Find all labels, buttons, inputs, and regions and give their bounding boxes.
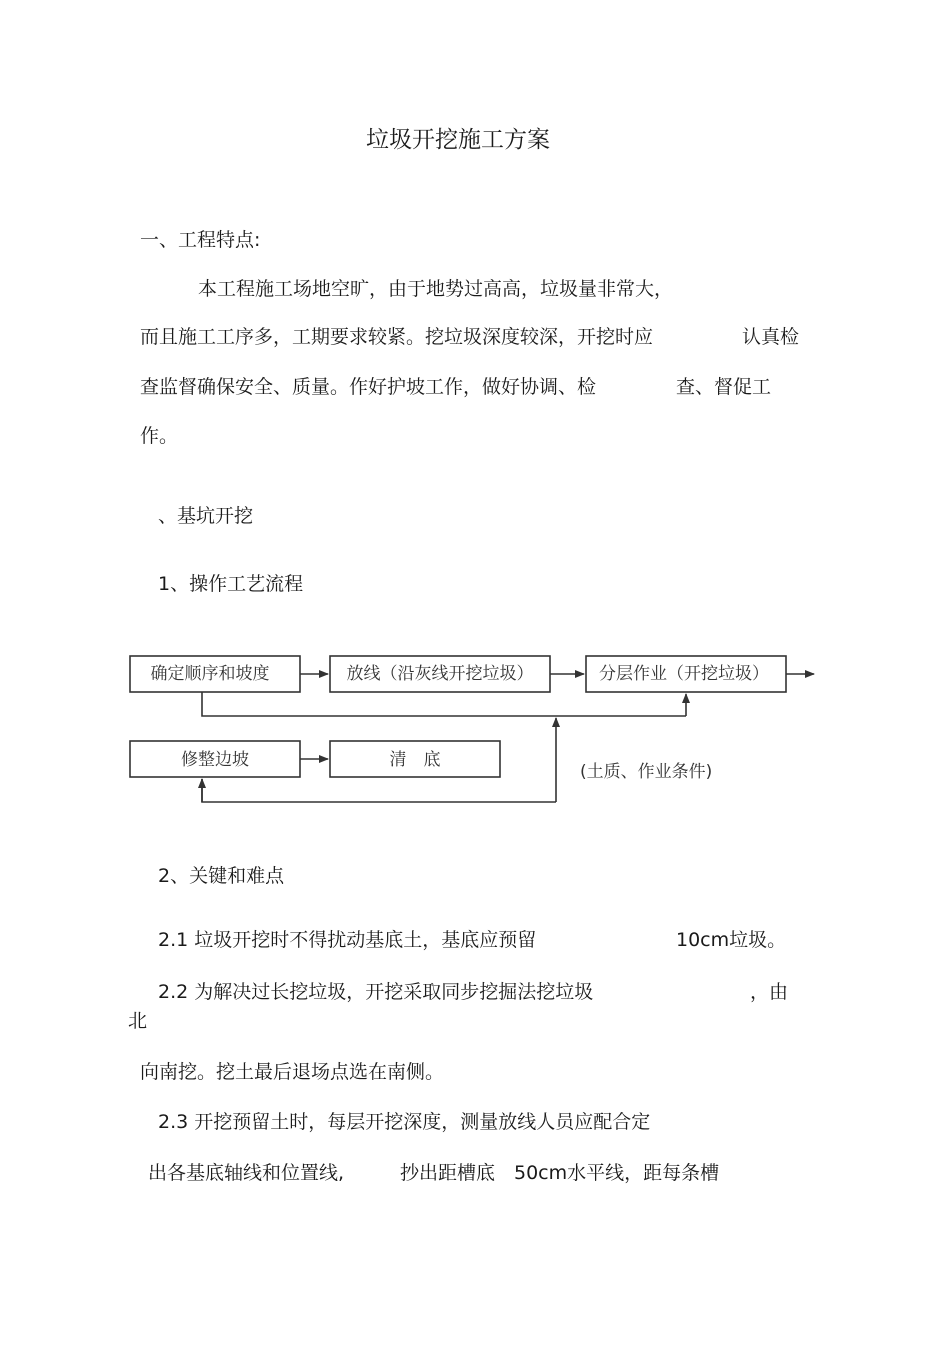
- flow-note: (土质、作业条件): [580, 762, 713, 782]
- flow-box-3-label: 分层作业（开挖垃圾）: [599, 664, 769, 684]
- section-1-paragraph-line-4: 作。: [140, 425, 179, 447]
- section-2-heading: 、基坑开挖: [158, 505, 254, 527]
- item-2-3-line-2b: 抄出距槽底: [400, 1162, 496, 1184]
- flow-box-5-label: 清 底: [389, 750, 441, 770]
- subsection-2-2-heading: 2、关键和难点: [158, 865, 285, 887]
- item-2-3-line-2a: 出各基底轴线和位置线,: [148, 1162, 345, 1184]
- item-2-1-value: 10cm垃圾。: [676, 929, 787, 951]
- item-2-2-suffix: ，由: [750, 981, 789, 1003]
- subsection-2-1-heading: 1、操作工艺流程: [158, 573, 304, 595]
- flow-return-line: [202, 779, 556, 802]
- section-1-paragraph-line-2a: 而且施工工序多，工期要求较紧。挖垃圾深度较深，开挖时应: [140, 326, 654, 348]
- item-2-3-line-2c: 50cm水平线，距每条槽: [514, 1162, 720, 1184]
- flow-loop-line: [202, 692, 686, 716]
- section-1-paragraph-line-1: 本工程施工场地空旷，由于地势过高高，垃圾量非常大，: [198, 278, 674, 300]
- flow-box-4-label: 修整边坡: [181, 750, 249, 770]
- section-1-paragraph-line-3b: 查、督促工: [676, 376, 772, 398]
- item-2-1-text: 2.1 垃圾开挖时不得扰动基底土，基底应预留: [158, 929, 537, 951]
- process-flowchart: [128, 648, 818, 808]
- item-2-3-text: 2.3 开挖预留土时，每层开挖深度，测量放线人员应配合定: [158, 1111, 651, 1133]
- section-1-paragraph-line-2b: 认真检: [742, 326, 800, 348]
- item-2-2-continuation: 向南挖。挖土最后退场点选在南侧。: [140, 1061, 445, 1083]
- section-1-heading: 一、工程特点:: [140, 229, 261, 251]
- flow-box-2-label: 放线（沿灰线开挖垃圾）: [346, 664, 534, 684]
- document-title: 垃圾开挖施工方案: [366, 127, 550, 153]
- section-1-paragraph-line-3a: 查监督确保安全、质量。作好护坡工作，做好协调、检: [140, 376, 597, 398]
- flow-box-1-label: 确定顺序和坡度: [150, 664, 270, 684]
- item-2-2-wrap: 北: [128, 1010, 148, 1032]
- item-2-2-text: 2.2 为解决过长挖垃圾，开挖采取同步挖掘法挖垃圾: [158, 981, 594, 1003]
